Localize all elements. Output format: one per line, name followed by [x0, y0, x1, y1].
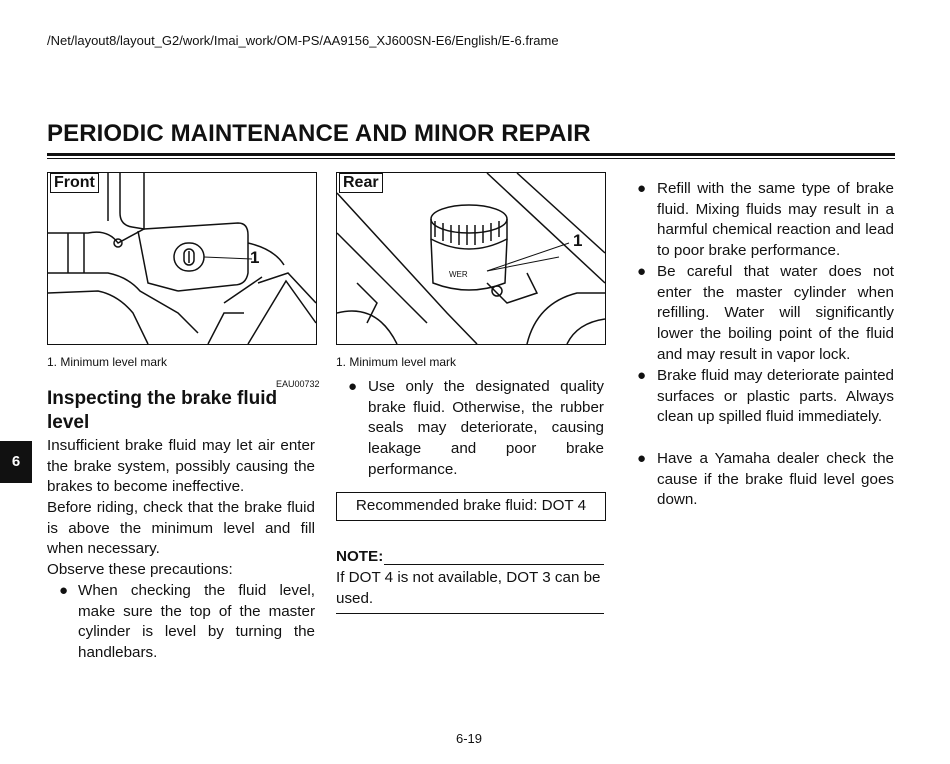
bullet-text: Have a Yamaha dealer check the cause if the brake fluid level goes down. [657, 450, 894, 509]
bullet-dot: ● [637, 263, 647, 280]
bullet-dot: ● [637, 367, 647, 384]
bullet-text: Be careful that water does not enter the master cylinder when refilling. Water will significantly lower the boiling point of the fluid and may result in vapor lock. [657, 263, 894, 363]
front-brake-illustration [48, 173, 316, 344]
bullet-quality-fluid [348, 377, 604, 481]
bullet-text: Use only the designated quality brake fluid. Otherwise, the rubber seals may deteriorate, causing leakage and poor brake performance. [368, 378, 604, 478]
front-figure [47, 172, 317, 345]
recommended-fluid-box: Recommended brake fluid: DOT 4 [336, 492, 606, 521]
file-path: /Net/layout8/layout_G2/work/Imai_work/OM-PS/AA9156_XJ600SN-E6/English/E-6.frame [47, 33, 559, 48]
bullet-refill-same-type [637, 179, 894, 262]
bullet-text: Refill with the same type of brake fluid. Mixing fluids may result in a harmful chemical reaction and lead to poor brake performance. [657, 180, 894, 260]
bullet-dot: ● [637, 180, 647, 197]
front-figure-caption: 1. Minimum level mark [47, 355, 168, 369]
bullet-text: Brake fluid may deteriorate painted surfaces or plastic parts. Always clean up spilled fluid immediately. [657, 367, 894, 426]
title-rule-thick [47, 153, 895, 156]
note-end-rule [336, 613, 604, 614]
check-paragraph: Before riding, check that the brake fluid is above the minimum level and fill when necessary. [47, 499, 315, 558]
bullet-dot: ● [59, 582, 69, 599]
front-figure-label: Front [50, 173, 99, 193]
note-text: If DOT 4 is not available, DOT 3 can be used. [336, 569, 601, 607]
rear-figure [336, 172, 606, 345]
rear-reservoir-illustration [337, 173, 605, 344]
bullet-dot: ● [637, 450, 647, 467]
rear-embossed-text: WER [449, 270, 468, 279]
page-number: 6-19 [456, 731, 483, 746]
rear-figure-label: Rear [339, 173, 383, 193]
section-heading-line2: level [47, 412, 90, 433]
bullet-dot: ● [348, 378, 358, 395]
bullet-dealer-check [637, 449, 894, 511]
rear-callout-number: 1 [573, 231, 583, 250]
chapter-tab: 6 [0, 441, 32, 483]
intro-paragraph: Insufficient brake fluid may let air enter the brake system, possibly causing the brakes to become ineffective. [47, 437, 315, 496]
note-title-rule [384, 564, 604, 565]
bullet-paint-damage [637, 366, 894, 428]
rear-figure-caption: 1. Minimum level mark [336, 355, 457, 369]
bullet-check-level [59, 581, 315, 664]
note-title: NOTE: [336, 548, 384, 565]
page-title: PERIODIC MAINTENANCE AND MINOR REPAIR [47, 120, 591, 147]
precautions-intro: Observe these precautions: [47, 561, 233, 578]
section-code: EAU00732 [276, 379, 320, 389]
bullet-text: When checking the fluid level, make sure the top of the master cylinder is level by turning the handlebars. [78, 582, 315, 662]
bullet-water-warning [637, 262, 894, 366]
title-rule-thin [47, 158, 895, 159]
section-heading-line1: Inspecting the brake fluid [47, 388, 278, 409]
front-callout-number: 1 [250, 248, 260, 267]
